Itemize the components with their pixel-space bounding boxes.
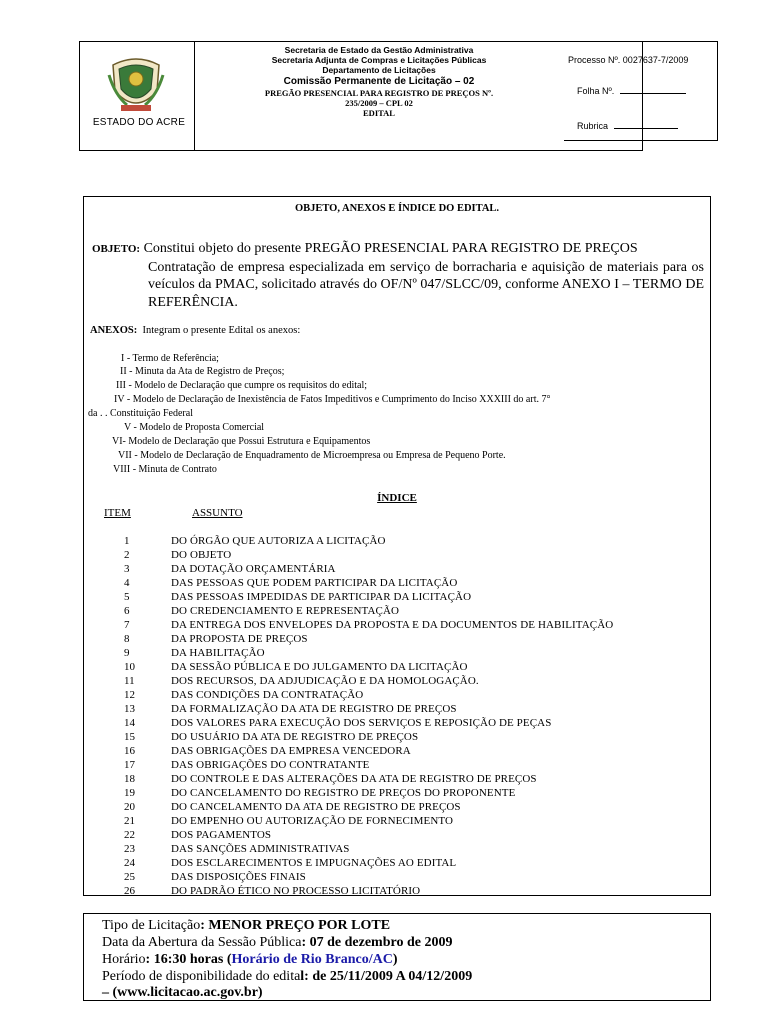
indice-item-subject: DA HABILITAÇÃO <box>171 647 265 659</box>
indice-item-subject: DOS VALORES PARA EXECUÇÃO DOS SERVIÇOS E REPOSIÇÃO DE PEÇAS <box>171 717 552 729</box>
indice-item-number: 21 <box>124 815 135 827</box>
licitacao-info-box <box>83 913 711 1001</box>
indice-item-number: 25 <box>124 871 135 883</box>
document-header <box>79 41 718 151</box>
indice-item-number: 7 <box>124 619 130 631</box>
data-value: : 07 de dezembro de 2009 <box>301 935 453 950</box>
indice-item-number: 24 <box>124 857 135 869</box>
indice-item-subject: DA FORMALIZAÇÃO DA ATA DE REGISTRO DE PREÇOS <box>171 703 457 715</box>
indice-item-number: 9 <box>124 647 130 659</box>
coat-of-arms-icon <box>107 55 165 115</box>
indice-title: ÍNDICE <box>377 492 417 504</box>
objeto-line1: Constitui objeto do presente PREGÃO PRESENCIAL PARA REGISTRO DE PREÇOS <box>143 241 638 256</box>
rubrica-blank <box>614 120 678 129</box>
processo-number: Processo Nº. 0027637-7/2009 <box>568 55 689 65</box>
indice-item-subject: DAS PESSOAS IMPEDIDAS DE PARTICIPAR DA LICITAÇÃO <box>171 591 472 603</box>
indice-item-subject: DO CANCELAMENTO DO REGISTRO DE PREÇOS DO PROPONENTE <box>171 787 516 799</box>
anexos-heading <box>90 325 300 336</box>
indice-item-subject: DO CONTROLE E DAS ALTERAÇÕES DA ATA DE REGISTRO DE PREÇOS <box>171 773 537 785</box>
indice-item-subject: DAS DISPOSIÇÕES FINAIS <box>171 871 306 883</box>
indice-item-number: 23 <box>124 843 135 855</box>
col-item-header: ITEM <box>104 507 131 519</box>
objeto-rest: Contratação de empresa especializada em serviço de borracharia e aquisição de materiais para os veículos da PMAC, solicitado através do OF/Nº 047/SLCC/09, conforme ANEXO I – TERMO DE REFERÊNCIA. <box>148 259 704 310</box>
pregao-line1: PREGÃO PRESENCIAL PARA REGISTRO DE PREÇOS Nº. <box>264 88 494 98</box>
folha-field <box>577 85 686 96</box>
data-label: Data da Abertura da Sessão Pública <box>102 935 302 950</box>
indice-item-subject: DAS OBRIGAÇÕES DA EMPRESA VENCEDORA <box>171 745 411 757</box>
indice-item-subject: DO EMPENHO OU AUTORIZAÇÃO DE FORNECIMENTO <box>171 815 454 827</box>
departamento-text: Departamento de Licitações <box>322 65 436 75</box>
indice-item-number: 19 <box>124 787 135 799</box>
anexo-item: II - Minuta da Ata de Registro de Preços; <box>120 366 285 377</box>
objeto-paragraph <box>92 240 704 311</box>
anexos-label: ANEXOS: <box>90 325 138 336</box>
indice-item-number: 14 <box>124 717 135 729</box>
indice-item-number: 20 <box>124 801 135 813</box>
horario-value: : 16:30 horas ( <box>145 952 232 967</box>
site-link[interactable]: – (www.licitacao.ac.gov.br) <box>102 985 263 1000</box>
anexos-intro: Integram o presente Edital os anexos: <box>142 325 301 336</box>
header-titles <box>194 45 564 118</box>
indice-item-number: 5 <box>124 591 130 603</box>
indice-item-subject: DA SESSÃO PÚBLICA E DO JULGAMENTO DA LICITAÇÃO <box>171 661 468 673</box>
indice-item-number: 11 <box>124 675 135 687</box>
indice-item-subject: DAS PESSOAS QUE PODEM PARTICIPAR DA LICITAÇÃO <box>171 577 458 589</box>
comissao-text: Comissão Permanente de Licitação – 02 <box>283 76 475 87</box>
folha-blank <box>620 85 686 94</box>
anexo-item: III - Modelo de Declaração que cumpre os requisitos do edital; <box>116 380 368 391</box>
site-line <box>102 984 263 1001</box>
rubrica-label: Rubrica <box>577 121 609 131</box>
indice-item-number: 16 <box>124 745 135 757</box>
periodo-line <box>102 968 472 985</box>
anexo-item: VI- Modelo de Declaração que Possui Estrutura e Equipamentos <box>112 436 371 447</box>
anexo-item: V - Modelo de Proposta Comercial <box>124 422 265 433</box>
secretaria-adjunta-text: Secretaria Adjunta de Compras e Licitações Públicas <box>271 55 487 65</box>
indice-item-subject: DO OBJETO <box>171 549 232 561</box>
indice-item-subject: DOS RECURSOS, DA ADJUDICAÇÃO E DA HOMOLOGAÇÃO. <box>171 675 479 687</box>
tipo-value: : MENOR PREÇO POR LOTE <box>200 918 391 933</box>
periodo-value: l: de 25/11/2009 A 04/12/2009 <box>300 969 473 984</box>
indice-item-subject: DO PADRÃO ÉTICO NO PROCESSO LICITATÓRIO <box>171 885 421 897</box>
indice-item-number: 26 <box>124 885 135 897</box>
horario-timezone: Horário de Rio Branco/AC <box>231 952 393 967</box>
indice-item-number: 10 <box>124 661 135 673</box>
indice-item-subject: DOS PAGAMENTOS <box>171 829 272 841</box>
folha-label: Folha Nº. <box>577 86 615 96</box>
main-content-box <box>83 196 711 896</box>
tipo-line <box>102 917 390 934</box>
indice-item-subject: DO CREDENCIAMENTO E REPRESENTAÇÃO <box>171 605 400 617</box>
indice-item-number: 3 <box>124 563 130 575</box>
anexo-item: da . . Constituição Federal <box>88 408 193 419</box>
indice-item-subject: DAS OBRIGAÇÕES DO CONTRATANTE <box>171 759 370 771</box>
indice-item-number: 17 <box>124 759 135 771</box>
indice-item-number: 2 <box>124 549 130 561</box>
indice-item-number: 1 <box>124 535 130 547</box>
indice-item-subject: DO USUÁRIO DA ATA DE REGISTRO DE PREÇOS <box>171 731 419 743</box>
indice-item-subject: DO CANCELAMENTO DA ATA DE REGISTRO DE PREÇOS <box>171 801 461 813</box>
indice-item-number: 18 <box>124 773 135 785</box>
indice-item-number: 15 <box>124 731 135 743</box>
indice-item-subject: DAS CONDIÇÕES DA CONTRATAÇÃO <box>171 689 364 701</box>
edital-text: EDITAL <box>363 108 395 118</box>
indice-item-subject: DA PROPOSTA DE PREÇOS <box>171 633 308 645</box>
indice-item-number: 4 <box>124 577 130 589</box>
pregao-line2: 235/2009 – CPL 02 <box>345 98 413 108</box>
objeto-label: OBJETO: <box>92 243 141 255</box>
horario-label: Horário <box>102 952 146 967</box>
col-assunto-header: ASSUNTO <box>192 507 243 519</box>
horario-close: ) <box>392 952 398 967</box>
secretaria-text: Secretaria de Estado da Gestão Administrativa <box>284 45 474 55</box>
indice-item-number: 22 <box>124 829 135 841</box>
estado-label: ESTADO DO ACRE <box>92 117 186 128</box>
indice-item-subject: DA ENTREGA DOS ENVELOPES DA PROPOSTA E DA DOCUMENTOS DE HABILITAÇÃO <box>171 619 614 631</box>
periodo-label: Período de disponibilidade do edita <box>102 969 301 984</box>
anexo-item: I - Termo de Referência; <box>121 353 219 364</box>
indice-item-subject: DAS SANÇÕES ADMINISTRATIVAS <box>171 843 350 855</box>
section-title: OBJETO, ANEXOS E ÍNDICE DO EDITAL. <box>294 203 500 214</box>
tipo-label: Tipo de Licitação <box>102 918 201 933</box>
anexo-item: VIII - Minuta de Contrato <box>113 464 217 475</box>
indice-item-number: 8 <box>124 633 130 645</box>
horario-line <box>102 951 398 968</box>
indice-item-number: 12 <box>124 689 135 701</box>
indice-item-subject: DOS ESCLARECIMENTOS E IMPUGNAÇÕES AO EDITAL <box>171 857 457 869</box>
indice-item-subject: DA DOTAÇÃO ORÇAMENTÁRIA <box>171 563 336 575</box>
indice-item-number: 13 <box>124 703 135 715</box>
data-line <box>102 934 452 951</box>
anexo-item: VII - Modelo de Declaração de Enquadramento de Microempresa ou Empresa de Pequeno Porte. <box>118 450 506 461</box>
anexo-item: IV - Modelo de Declaração de Inexistência de Fatos Impeditivos e Cumprimento do Inciso XXXIII do art. 7° <box>114 394 551 405</box>
rubrica-field <box>577 120 678 131</box>
indice-item-subject: DO ÓRGÃO QUE AUTORIZA A LICITAÇÃO <box>171 535 386 547</box>
indice-item-number: 6 <box>124 605 130 617</box>
